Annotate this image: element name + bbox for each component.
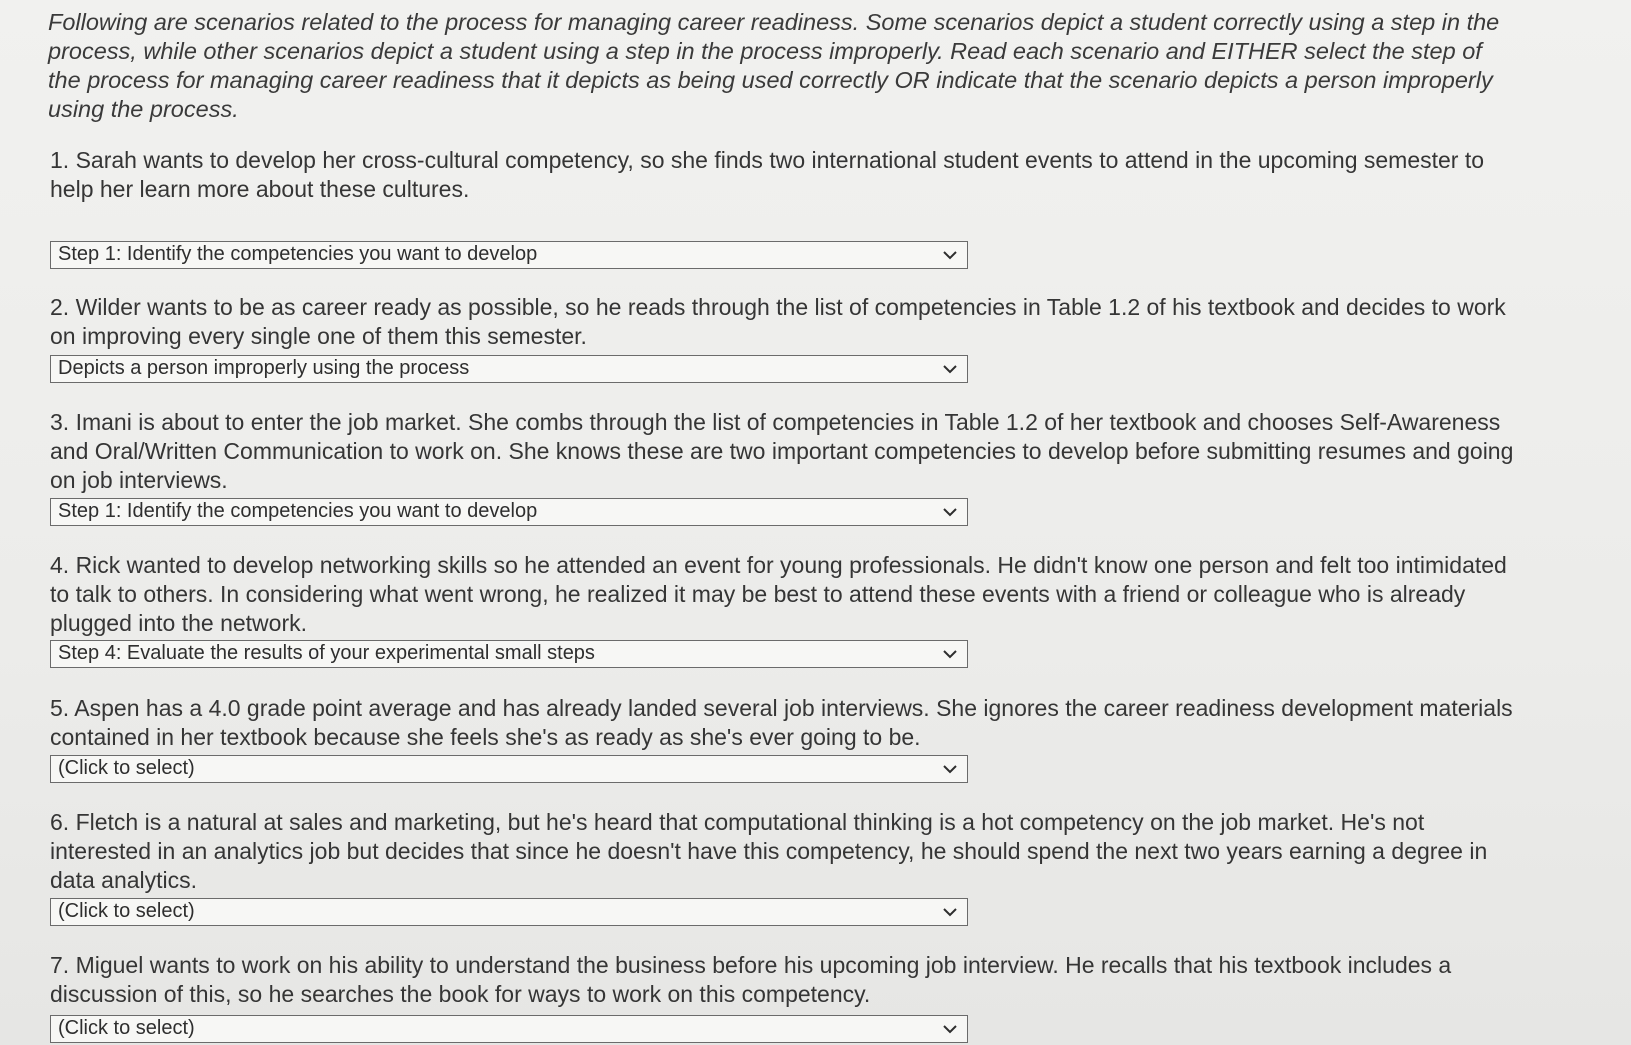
question-6-text: 6. Fletch is a natural at sales and marketing, but he's heard that computational thinking is a hot competency on the job market. He's not interested in an analytics job but decides that since he doesn't have this competency, he should spend the next two years earning a degree in data analytics.	[50, 809, 1488, 893]
question-3-select[interactable]	[50, 498, 968, 526]
question-4-text: 4. Rick wanted to develop networking skills so he attended an event for young professionals. He didn't know one person and felt too intimidated to talk to others. In considering what went wrong, he realized it may be best to attend these events with a friend or colleague who is already plugged into the network.	[50, 552, 1507, 636]
question-5-text: 5. Aspen has a 4.0 grade point average and has already landed several job interviews. She ignores the career readiness development materials contained in her textbook because she feels she's as ready as she's ever going to be.	[50, 695, 1513, 750]
chevron-down-icon	[941, 1020, 959, 1038]
question-4-select[interactable]	[50, 640, 968, 668]
question-6-selected-value: (Click to select)	[58, 900, 195, 922]
question-7-selected-value: (Click to select)	[58, 1017, 195, 1039]
question-3-text: 3. Imani is about to enter the job market. She combs through the list of competencies in Table 1.2 of her textbook and chooses Self-Awareness and Oral/Written Communication to work on. She knows these are two important competencies to develop before submitting resumes and going on job interviews.	[50, 409, 1514, 493]
chevron-down-icon	[941, 246, 959, 264]
question-2-text: 2. Wilder wants to be as career ready as possible, so he reads through the list of competencies in Table 1.2 of his textbook and decides to work on improving every single one of them this semester.	[50, 294, 1506, 349]
question-1-select[interactable]	[50, 241, 968, 269]
chevron-down-icon	[941, 360, 959, 378]
chevron-down-icon	[941, 903, 959, 921]
chevron-down-icon	[941, 503, 959, 521]
question-7-text: 7. Miguel wants to work on his ability to understand the business before his upcoming job interview. He recalls that his textbook includes a discussion of this, so he searches the book for ways to work on this competency.	[50, 952, 1452, 1007]
question-5-selected-value: (Click to select)	[58, 757, 195, 779]
question-6-select[interactable]	[50, 898, 968, 926]
question-4-selected-value: Step 4: Evaluate the results of your experimental small steps	[58, 642, 595, 664]
question-2-select[interactable]	[50, 355, 968, 383]
chevron-down-icon	[941, 760, 959, 778]
instructions-text: Following are scenarios related to the process for managing career readiness. Some scenarios depict a student correctly using a step in the process, while other scenarios depict a student using a step in the process improperly. Read each scenario and EITHER select the step of the process for managing career readiness that it depicts as being used correctly OR indicate that the scenario depicts a person improperly using the process.	[48, 9, 1500, 122]
question-1-text: 1. Sarah wants to develop her cross-cultural competency, so she finds two international student events to attend in the upcoming semester to help her learn more about these cultures.	[50, 147, 1485, 202]
question-7-select[interactable]	[50, 1015, 968, 1043]
question-1-selected-value: Step 1: Identify the competencies you want to develop	[58, 243, 538, 265]
question-3-selected-value: Step 1: Identify the competencies you want to develop	[58, 500, 538, 522]
chevron-down-icon	[941, 645, 959, 663]
question-2-selected-value: Depicts a person improperly using the process	[58, 357, 470, 379]
question-5-select[interactable]	[50, 755, 968, 783]
